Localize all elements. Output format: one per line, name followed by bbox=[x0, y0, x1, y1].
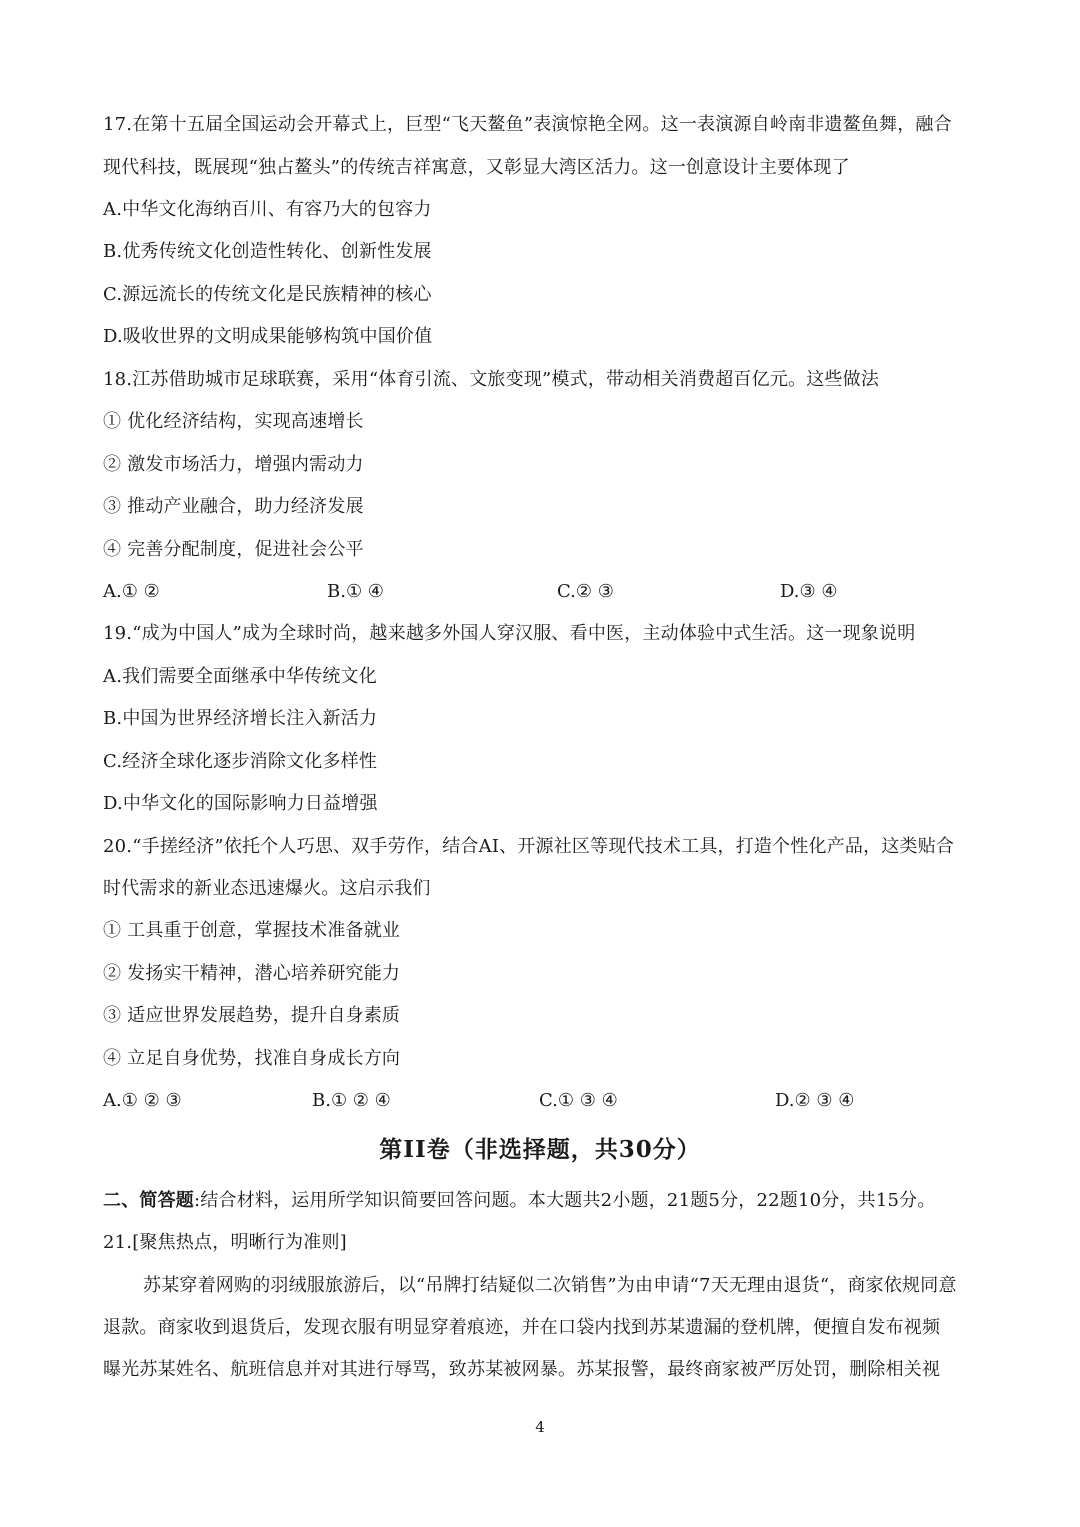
q18-item2: ② 激发市场活力，增强内需动力 bbox=[103, 454, 364, 475]
section2-heading-bold: 二、简答题 bbox=[103, 1190, 194, 1211]
q17-option-c: C.源远流长的传统文化是民族精神的核心 bbox=[103, 284, 432, 305]
q17-option-b: B.优秀传统文化创造性转化、创新性发展 bbox=[103, 241, 432, 262]
q20-options-row bbox=[103, 1088, 1003, 1114]
page-number: 4 bbox=[535, 1418, 545, 1436]
q19-option-d: D.中华文化的国际影响力日益增强 bbox=[103, 793, 378, 814]
q17-stem-line2: 现代科技，既展现“独占鳌头”的传统吉祥寓意，又彰显大湾区活力。这一创意设计主要体现了 bbox=[103, 157, 850, 178]
q21-tag: 21.[聚焦热点，明晰行为准则] bbox=[103, 1232, 347, 1253]
q17-option-d: D.吸收世界的文明成果能够构筑中国价值 bbox=[103, 326, 433, 347]
q18-option-c: C.② ③ bbox=[557, 581, 614, 602]
q18-option-d: D.③ ④ bbox=[780, 581, 838, 602]
q21-para-line2: 退款。商家收到退货后，发现衣服有明显穿着痕迹，并在口袋内找到苏某遗漏的登机牌，便擅自发布视频 bbox=[103, 1317, 941, 1338]
q18-option-b: B.① ④ bbox=[327, 581, 384, 602]
q17-option-a: A.中华文化海纳百川、有容乃大的包容力 bbox=[103, 199, 432, 220]
q18-option-a: A.① ② bbox=[103, 581, 160, 602]
q20-item3: ③ 适应世界发展趋势，提升自身素质 bbox=[103, 1005, 401, 1026]
q18-item3: ③ 推动产业融合，助力经济发展 bbox=[103, 496, 364, 517]
section2-heading-rest: :结合材料，运用所学知识简要回答问题。本大题共2小题，21题5分，22题10分，共15分。 bbox=[194, 1190, 936, 1211]
q19-stem: 19.“成为中国人”成为全球时尚，越来越多外国人穿汉服、看中医，主动体验中式生活。这一现象说明 bbox=[103, 623, 916, 644]
q21-para-line3: 曝光苏某姓名、航班信息并对其进行辱骂，致苏某被网暴。苏某报警，最终商家被严厉处罚，删除相关视 bbox=[103, 1359, 941, 1380]
q18-options-row bbox=[103, 579, 1003, 605]
q19-option-c: C.经济全球化逐步消除文化多样性 bbox=[103, 751, 378, 772]
q20-option-b: B.① ② ④ bbox=[312, 1090, 391, 1111]
q19-option-a: A.我们需要全面继承中华传统文化 bbox=[103, 666, 377, 687]
section2-heading bbox=[103, 1188, 936, 1214]
q20-item2: ② 发扬实干精神，潜心培养研究能力 bbox=[103, 963, 401, 984]
q21-para-line1: 苏某穿着网购的羽绒服旅游后，以“吊牌打结疑似二次销售”为由申请“7天无理由退货“，商家依规同意 bbox=[143, 1275, 957, 1296]
q20-item1: ① 工具重于创意，掌握技术准备就业 bbox=[103, 920, 401, 941]
q17-stem-line1: 17.在第十五届全国运动会开幕式上，巨型“飞天鳌鱼”表演惊艳全网。这一表演源自岭南非遗鳌鱼舞，融合 bbox=[103, 114, 952, 135]
q18-item4: ④ 完善分配制度，促进社会公平 bbox=[103, 539, 364, 560]
q20-option-c: C.① ③ ④ bbox=[539, 1090, 618, 1111]
section2-title: 第II卷（非选择题，共30分） bbox=[379, 1136, 701, 1163]
q20-stem-line2: 时代需求的新业态迅速爆火。这启示我们 bbox=[103, 878, 431, 899]
q19-option-b: B.中国为世界经济增长注入新活力 bbox=[103, 708, 378, 729]
q18-stem: 18.江苏借助城市足球联赛，采用“体育引流、文旅变现”模式，带动相关消费超百亿元。这些做法 bbox=[103, 369, 880, 390]
q20-option-a: A.① ② ③ bbox=[103, 1090, 182, 1111]
q20-item4: ④ 立足自身优势，找准自身成长方向 bbox=[103, 1048, 401, 1069]
q20-option-d: D.② ③ ④ bbox=[775, 1090, 855, 1111]
q20-stem-line1: 20.“手搓经济”依托个人巧思、双手劳作，结合AI、开源社区等现代技术工具，打造个性化产品，这类贴合 bbox=[103, 836, 955, 857]
q18-item1: ① 优化经济结构，实现高速增长 bbox=[103, 411, 364, 432]
